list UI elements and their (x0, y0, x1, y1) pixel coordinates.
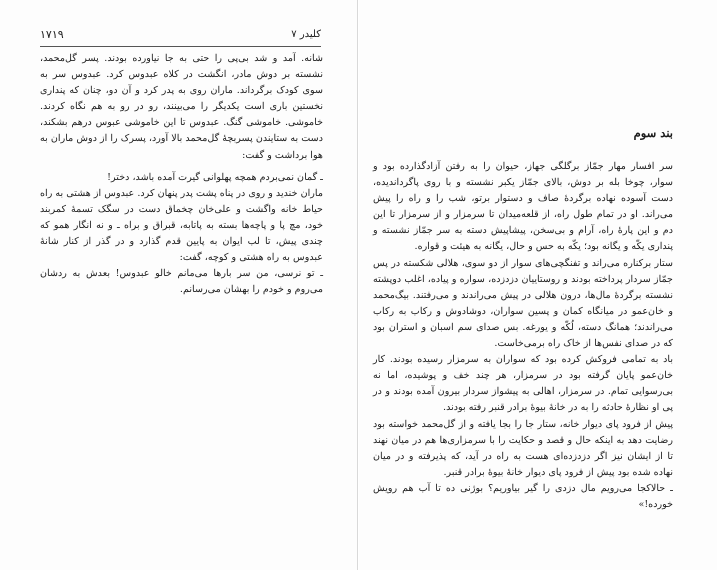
right-page-body (373, 159, 673, 513)
paragraph: شانه. آمد و شد بی‌پی را حتی به جا نیاورده بودند. پسر گل‌محمد، نشسته بر دوش مادر، انگشت در کلاه عبدوس کرد. عبدوس سر به سوی کودک برگرداند. ماران روی به پدر کرد و آن دو، چنان که پنداری نخستین باری است یکدیگر را می‌بینند، رو در رو به هم نگاه کردند. خاموشی. خاموشی گنگ. عبدوس تا این خاموشی عبوس درهم بشکند، دست به ستایندن پسربچهٔ گل‌محمد بالا آورد، پسرک را از دوش ماران به هوا برداشت و گفت: (40, 53, 323, 161)
dialogue-line: ـ تو نرسی، من سر بارها می‌مانم خالو عبدوس! بعدش به ردشان می‌روم و خودم را بهشان می‌رسانم. (40, 268, 323, 296)
chapter-label: کلیدر ۷ (291, 29, 321, 40)
dialogue-line: ـ حالاکجا می‌رویم مال دزدی را گیر بیاوریم؟ بوژنی ده تا آب هم رویش خورده!» (373, 482, 673, 510)
running-header (40, 28, 321, 47)
paragraph: باد به تمامی فروکش کرده بود که سواران به سرمزار رسیده بودند. کار خان‌عمو پایان گرفته بود در سرمزار، هر چند خف و پوشیده، اما نه بی‌رسوایی تمام. در سرمزار، اهالی به پیشواز سردار بیرون آمده بودند و در پی او نظارهٔ حادثه را به در خانهٔ بیوهٔ برادر قنبر رفته بودند. (373, 354, 673, 414)
left-page (0, 0, 358, 570)
section-heading: بند سوم (633, 126, 673, 140)
dialogue-line: ـ گمان نمی‌بردم همچه پهلوانی گیرت آمده باشد، دختر! (107, 171, 323, 183)
right-page (359, 0, 717, 570)
page-number: ۱۷۱۹ (40, 28, 64, 41)
left-page-body (40, 51, 323, 298)
paragraph: ستار برکناره می‌راند و تفنگچی‌های سوار از دو سوی، هلالی شکسته در پس جمّاز سردار پرداخته بودند و روستاییان دزدزده، سواره و پیاده، اغلب دوپشته نشسته برگردهٔ مال‌ها، درون هلالی در پیش می‌راندند و می‌رفتند. بیگ‌محمد و خان‌عمو در میانگاه کمان و پسین سواران، دوشادوش و رکاب به رکاب می‌راندند؛ همانگ دسته، لُکّه و یورغه. بس صدای سم اسبان و استران بود که در صدای نفس‌ها از خاک راه برمی‌خاست. (373, 257, 673, 350)
paragraph: ماران خندید و روی در پناه پشت پدر پنهان کرد. عبدوس از هشتی به راه حیاط خانه واگشت و علی‌خان چخماق دست در سگک تسمهٔ کمربند خود، مچ پا و پاچه‌ها بسته به پاتابه، قبراق و براه ـ و نه انگار همو که چندی پیش، تا لب ایوان به پایین قدم گذارد و در گذر از کنار شانهٔ عبدوس به راه هشتی و کوچه، گفت: (40, 187, 323, 264)
paragraph: پیش از فرود پای دیوار خانه، ستار جا را بجا یافته و از گل‌محمد خواسته بود رضایت دهد به اینکه حال و قصد و حکایت را با سرمزاری‌ها هم در میان نهند تا از ایشان نیز اگر دزدزده‌ای هست به راه در آید، که پذیرفته و در میان نهاده شده بود پیش از فرود پای دیوار خانهٔ بیوهٔ برادر قنبر. (373, 418, 673, 478)
paragraph: سر افسار مهار جمّاز برگلگی جهاز، حیوان را به رفتن آزادگذارده بود و سوار، چوخا بله بر دوش، بالای جمّاز یکبر نشسته و با روی پاگرداندیده، دست آسوده نهاده برگردهٔ صاف و دستوار برتو، شب را و راه را پیش می‌راند. او در تمام طول راه، از قلعه‌میدان تا سرمزار و از سرمزار تا این دم و این پارهٔ راه، آرام و بی‌سخن، پیشاپیش دسته به سر جمّاز نشسته و پنداری یکّه و یگانه بود؛ یکّه به حس و حال، یگانه به هیئت و قواره. (373, 161, 673, 253)
